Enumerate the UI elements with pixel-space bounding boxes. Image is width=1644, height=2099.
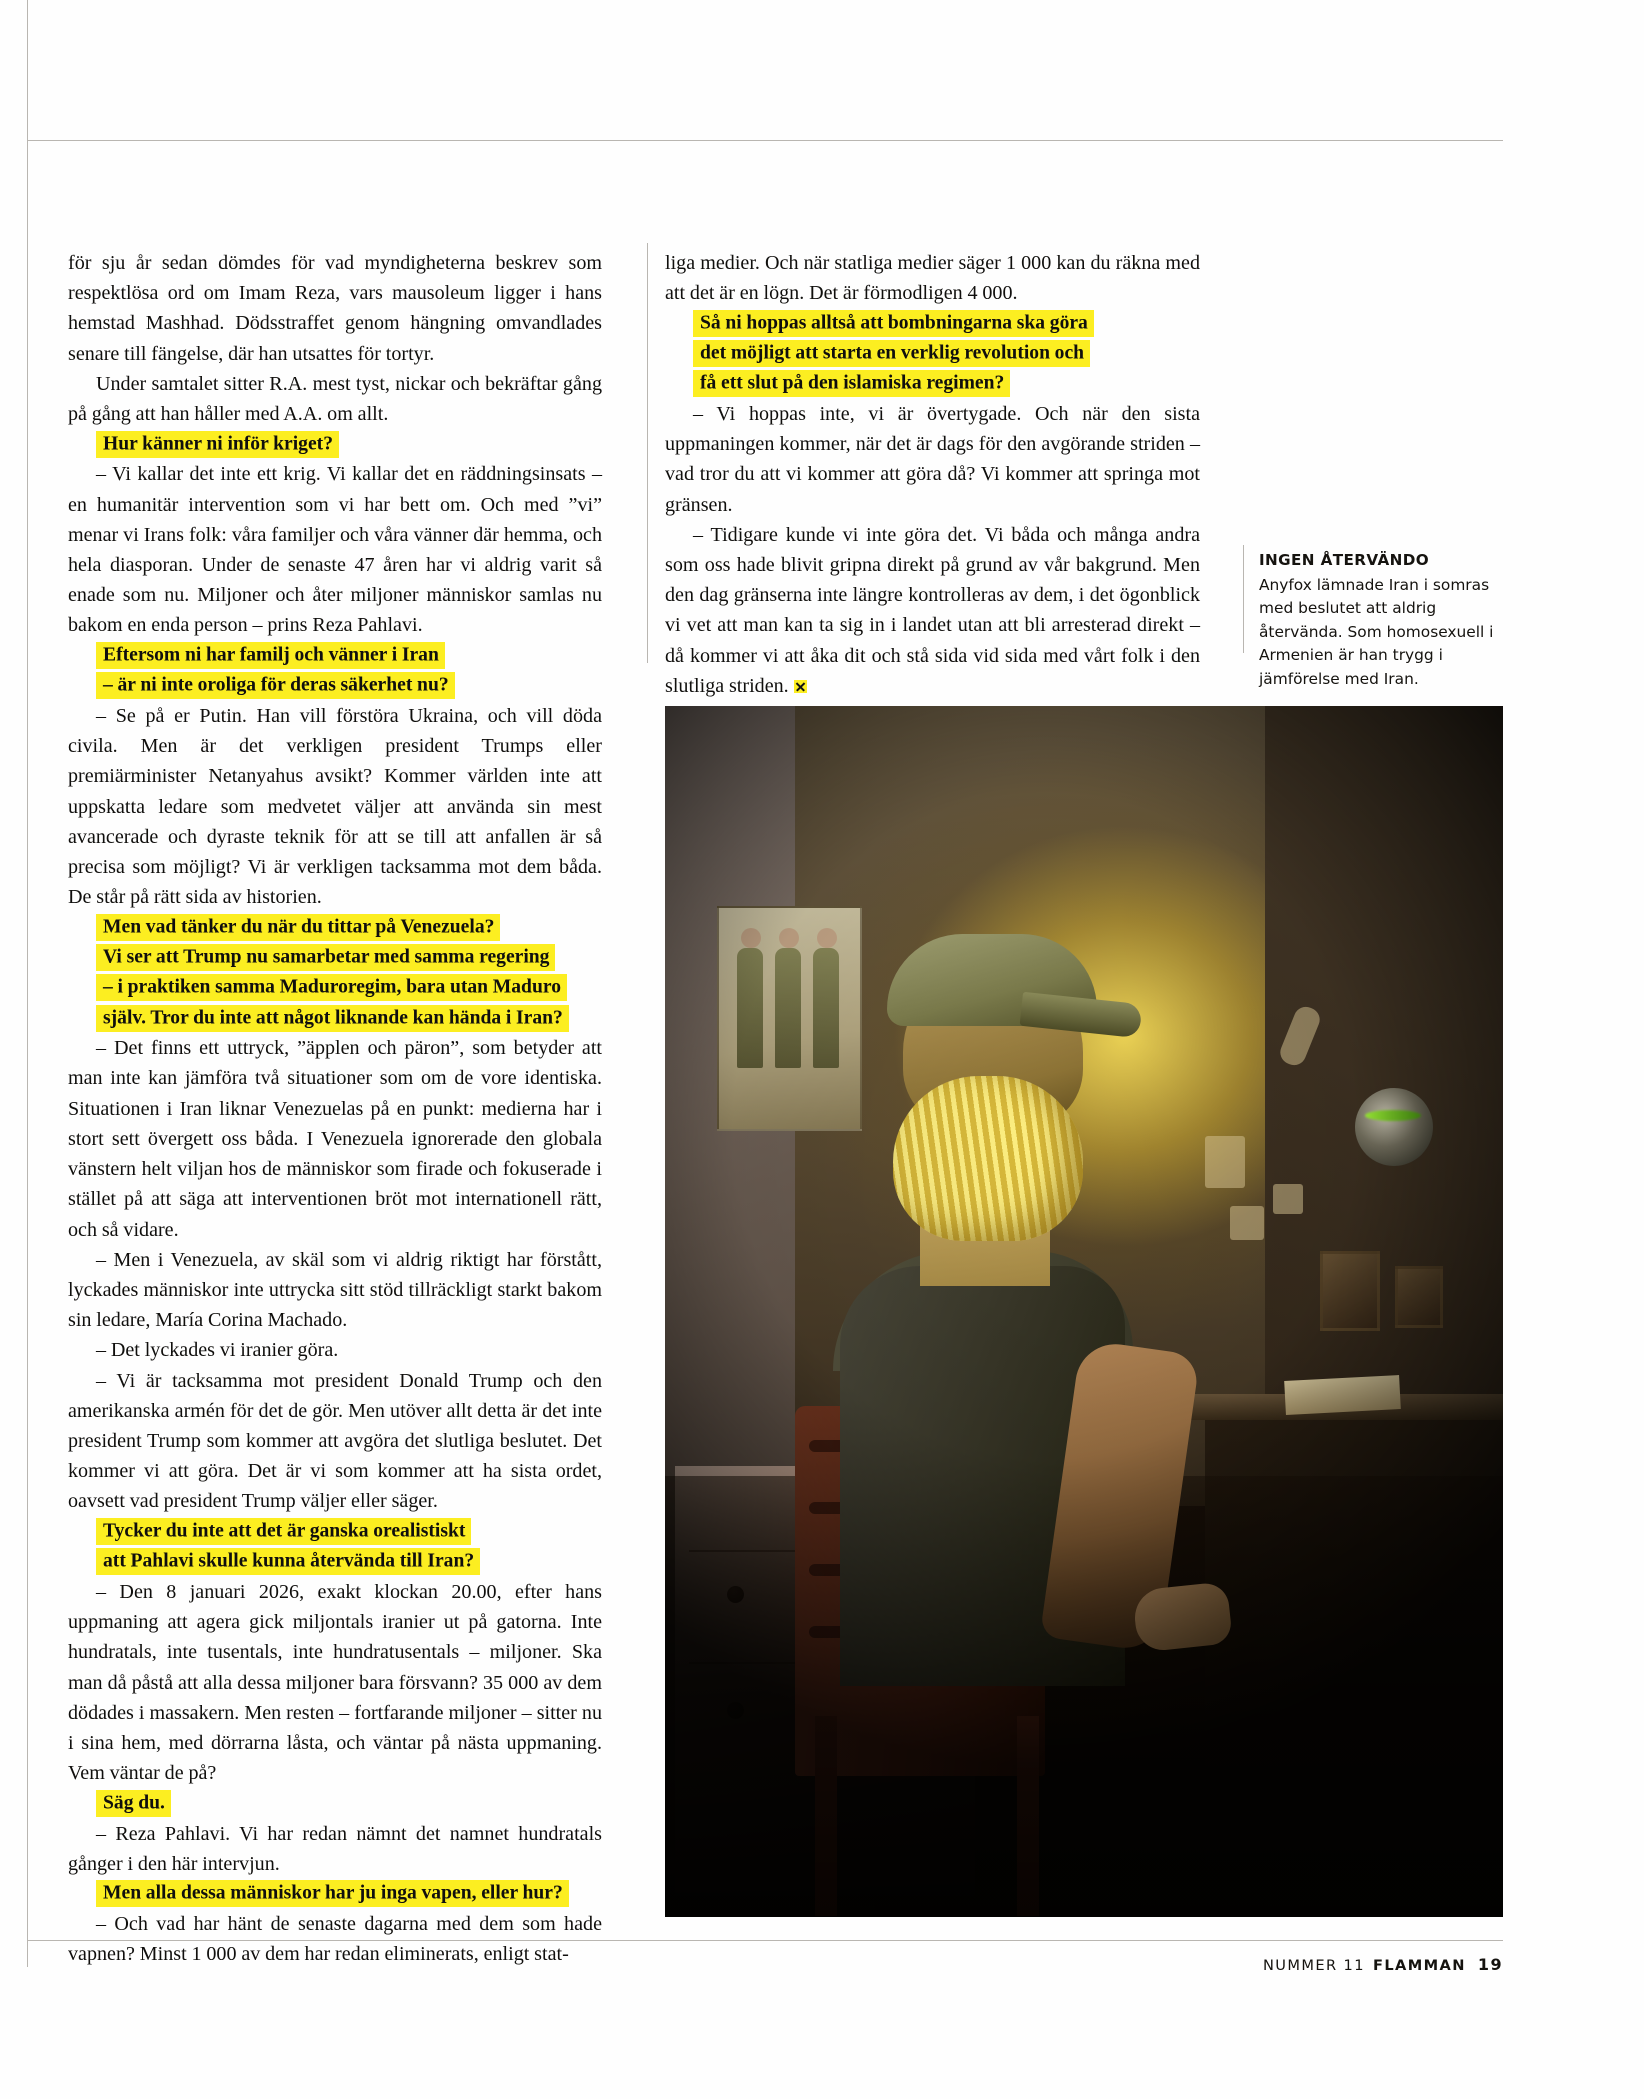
interview-question — [68, 1517, 602, 1547]
question-text: – i praktiken samma Maduroregim, bara utan Maduro — [96, 974, 567, 1001]
question-text: att Pahlavi skulle kunna återvända till Iran? — [96, 1548, 480, 1575]
question-text: Så ni hoppas alltså att bombningarna ska göra — [693, 310, 1094, 337]
paragraph: Under samtalet sitter R.A. mest tyst, nickar och bekräftar gång på gång att han håller med A.A. om allt. — [68, 372, 602, 426]
paragraph: – Den 8 januari 2026, exakt klockan 20.00, efter hans uppmaning att agera gick miljontals iranier ut på gatorna. Inte hundratals, inte tusentals, inte hundratusentals – miljoner. Ska man då påstå att alla dessa miljoner bara försvann? 35 000 av dem dödades i massakern. Men resten – fortfarande miljoner – sitter nu i sina hem, med dörrarna låsta, och väntar på nästa uppmaning. Vem väntar de på? — [68, 1580, 602, 1785]
article-photo — [665, 706, 1503, 1917]
interview-question — [68, 671, 602, 701]
paragraph: – Det finns ett uttryck, ”äpplen och päron”, som betyder att man inte kan jämföra två situationer som om de vore identiska. Situationen i Iran liknar Venezuelas på en punkt: medierna har i stort sett övergett oss båda. I Venezuela ignorerade den globala vänstern helt viljan hos de människor som firade och fokuserade i stället på att säga att interventionen bröt mot internationell rätt, och så vidare. — [68, 1037, 602, 1241]
paragraph: – Men i Venezuela, av skäl som vi aldrig riktigt har förstått, lyckades människor inte uttrycka sitt stöd tillräckligt starkt bakom sin ledare, María Corina Machado. — [68, 1248, 602, 1332]
paragraph: för sju år sedan dömdes för vad myndigheterna beskrev som respektlösa ord om Imam Reza, vars mausoleum ligger i hans hemstad Mashhad. Dödsstraffet genom hängning omvandlades senare till fängelse, där han utsattes för tortyr. — [68, 252, 602, 365]
caption-body: Anyfox lämnade Iran i somras med beslutet att aldrig återvända. Som homosexuell i Armenien är han trygg i jämförelse med Iran. — [1259, 575, 1494, 688]
question-text: själv. Tror du inte att något liknande kan hända i Iran? — [96, 1005, 569, 1032]
paragraph: – Reza Pahlavi. Vi har redan nämnt det namnet hundratals gånger i den här intervjun. — [68, 1822, 602, 1875]
caption-title: INGEN ÅTERVÄNDO — [1259, 551, 1430, 569]
article-column-1 — [68, 248, 602, 1970]
caption-divider-rule — [1243, 545, 1244, 653]
question-text: – är ni inte oroliga för deras säkerhet nu? — [96, 672, 455, 699]
interview-question — [68, 943, 602, 973]
photo-vignette — [665, 706, 1503, 1917]
footer-issue: NUMMER 11 — [1262, 1957, 1365, 1974]
interview-question — [68, 1788, 602, 1818]
paragraph: – Se på er Putin. Han vill förstöra Ukraina, och vill döda civila. Men är det verkligen president Trumps eller premiärminister Netanyahus avsikt? Kommer världen inte att uppskatta ledare som medvetet väljer att använda sin mest avancerade och dyraste teknik för att se till att anfallen är så precisa som möjligt? Vi är verkligen tacksamma mot dem båda. De står på rätt sida av historien. — [68, 705, 602, 909]
paragraph: – Vi kallar det inte ett krig. Vi kallar det en räddningsinsats – en humanitär intervention som vi har bett om. Och med ”vi” menar vi Irans folk: våra familjer och våra vänner där hemma, och hela diasporan. Under de senaste 47 åren har vi aldrig varit så enade som nu. Miljoner och åter miljoner människor samlas nu bakom en enda person – prins Reza Pahlavi. — [68, 463, 602, 637]
paragraph: – Vi är tacksamma mot president Donald Trump och den amerikanska armén för det de gör. Men utöver allt detta är det inte president Trump som kommer att avgöra det slutliga beslutet. Det kommer vi att göra. Det är vi som kommer att ha sista ordet, oavsett vad president Trump väljer eller säger. — [68, 1369, 602, 1513]
question-text: det möjligt att starta en verklig revolution och — [693, 340, 1090, 367]
question-text: Säg du. — [96, 1790, 171, 1817]
paragraph-text: – Tidigare kunde vi inte göra det. Vi båda och många andra som oss hade blivit gripna direkt på grund av vår bakgrund. Men den dag gränserna inte längre kontrolleras av dem, i det ögonblick vi vet att man kan ta sig in i landet utan att bli arresterad direkt – då kommer vi att åka dit och stå sida vid sida med vårt folk i den slutliga striden. — [665, 523, 1200, 697]
footer-brand: FLAMMAN — [1372, 1957, 1466, 1974]
paragraph: – Vi hoppas inte, vi är övertygade. Och när den sista uppmaningen kommer, när det är dags för den avgörande striden – vad tror du att vi kommer att göra då? Vi kommer att springa mot gränsen. — [665, 403, 1200, 516]
interview-question — [68, 912, 602, 942]
question-text: Hur känner ni inför kriget? — [96, 431, 339, 458]
paragraph: – Och vad har hänt de senaste dagarna med dem som hade vapnen? Minst 1 000 av dem har redan eliminerats, enligt stat- — [68, 1913, 602, 1966]
question-text: Tycker du inte att det är ganska orealistiskt — [96, 1518, 471, 1545]
interview-question — [665, 308, 1200, 338]
photo-caption — [1259, 549, 1504, 691]
paragraph: – Det lyckades vi iranier göra. — [96, 1339, 339, 1362]
interview-question — [68, 1003, 602, 1033]
footer-page-number: 19 — [1477, 1955, 1503, 1974]
page-left-rule — [27, 0, 28, 1967]
interview-question — [68, 641, 602, 671]
interview-question — [665, 339, 1200, 369]
question-text: Vi ser att Trump nu samarbetar med samma regering — [96, 944, 555, 971]
page-top-rule — [27, 140, 1503, 141]
question-text: Men vad tänker du när du tittar på Venezuela? — [96, 914, 500, 941]
column-divider-rule — [647, 243, 648, 663]
article-column-2 — [665, 248, 1200, 701]
paragraph: liga medier. Och när statliga medier säger 1 000 kan du räkna med att det är en lögn. Det är förmodligen 4 000. — [665, 252, 1200, 305]
end-of-article-icon — [794, 680, 807, 693]
interview-question — [68, 1879, 602, 1909]
question-text: Eftersom ni har familj och vänner i Iran — [96, 642, 445, 669]
question-text: få ett slut på den islamiska regimen? — [693, 370, 1010, 397]
page-footer — [0, 1955, 1503, 1974]
interview-question — [68, 1547, 602, 1577]
question-text: Men alla dessa människor har ju inga vapen, eller hur? — [96, 1880, 569, 1907]
interview-question — [665, 369, 1200, 399]
interview-question — [68, 973, 602, 1003]
paragraph-with-endmark — [665, 520, 1200, 701]
interview-question — [68, 429, 602, 459]
